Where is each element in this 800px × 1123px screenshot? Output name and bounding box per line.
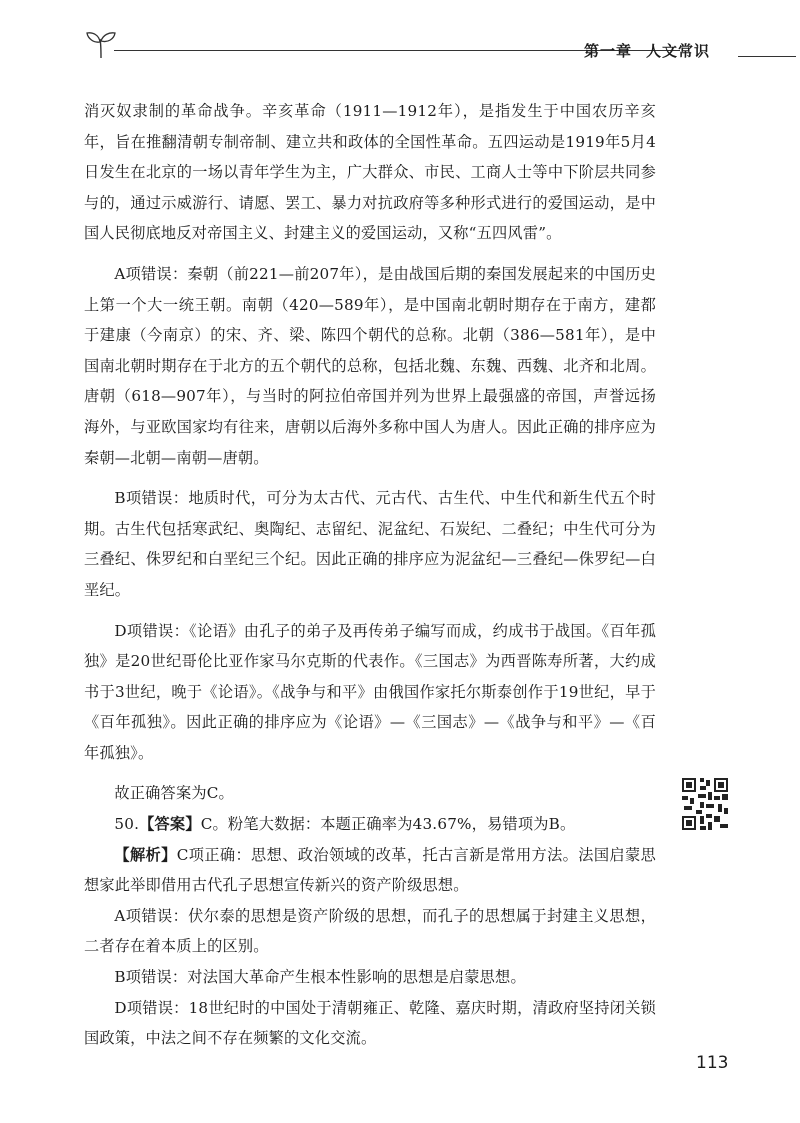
chapter-name: 人文常识 (646, 42, 711, 60)
analysis-item-b: B项错误：对法国大革命产生根本性影响的思想是启蒙思想。 (114, 968, 526, 987)
chapter-number: 第一章 (584, 42, 633, 60)
paragraph-option-d: D项错误：《论语》由孔子的弟子及再传弟子编写而成，约成书于战国。《百年孤独》是20世纪哥伦比亚作家马尔克斯的代表作。《三国志》为西晋陈寿所著，大约成书于3世纪，晚于《论语》。《战争与和平》由俄国作家托尔斯泰创作于19世纪，早于《百年孤独》。因此正确的排序应为《论语》—《三国志》—《战争与和平》—《百年孤独》。 (84, 621, 656, 762)
header-rule-end (738, 56, 796, 57)
answer-label: 【答案】 (139, 815, 201, 834)
sprout-icon (84, 30, 118, 60)
qr-code-icon[interactable] (680, 776, 730, 832)
paragraph-conclusion: 故正确答案为C。 (114, 784, 234, 803)
page-header (84, 30, 796, 70)
answer-text: C。粉笔大数据：本题正确率为43.67%，易错项为B。 (200, 815, 576, 834)
paragraph-continued: 消灭奴隶制的革命战争。辛亥革命（1911—1912年），是指发生于中国农历辛亥年，旨在推翻清朝专制帝制、建立共和政体的全国性革命。五四运动是1919年5月4日发生在北京的一场以青年学生为主，广大群众、市民、工商人士等中下阶层共同参与的，通过示威游行、请愿、罢工、暴力对抗政府等多种形式进行的爱国运动，是中国人民彻底地反对帝国主义、封建主义的爱国运动，又称“五四风雷”。 (84, 102, 656, 243)
analysis-label: 【解析】 (114, 845, 177, 864)
question-50-answer (84, 809, 656, 840)
paragraph-option-a: A项错误：秦朝（前221—前207年），是由战国后期的秦国发展起来的中国历史上第一个大一统王朝。南朝（420—589年），是中国南北朝时期存在于南方，建都于建康（今南京）的宋、齐、梁、陈四个朝代的总称。北朝（386—581年），是中国南北朝时期存在于北方的五个朝代的总称，包括北魏、东魏、西魏、北齐和北周。唐朝（618—907年），与当时的阿拉伯帝国并列为世界上最强盛的帝国，声誉远扬海外，与亚欧国家均有往来，唐朝以后海外多称中国人为唐人。因此正确的排序应为秦朝—北朝—南朝—唐朝。 (84, 264, 656, 467)
analysis-item-a: A项错误：伏尔泰的思想是资产阶级的思想，而孔子的思想属于封建主义思想，二者存在着本质上的区别。 (84, 906, 656, 956)
paragraph-option-b: B项错误：地质时代，可分为太古代、元古代、古生代、中生代和新生代五个时期。古生代包括寒武纪、奥陶纪、志留纪、泥盆纪、石炭纪、二叠纪；中生代可分为三叠纪、侏罗纪和白垩纪三个纪。因此正确的排序应为泥盆纪—三叠纪—侏罗纪—白垩纪。 (84, 489, 656, 599)
chapter-title (584, 40, 710, 61)
page-body (84, 96, 656, 1054)
question-50-analysis (84, 840, 656, 901)
question-number: 50. (114, 815, 140, 834)
analysis-item-d: D项错误：18世纪时的中国处于清朝雍正、乾隆、嘉庆时期，清政府坚持闭关锁国政策，中法之间不存在频繁的文化交流。 (84, 998, 656, 1048)
analysis-text: C项正确：思想、政治领域的改革，托古言新是常用方法。法国启蒙思想家此举即借用古代孔子思想宣传新兴的资产阶级思想。 (84, 845, 656, 895)
page-number: 113 (696, 1053, 729, 1073)
